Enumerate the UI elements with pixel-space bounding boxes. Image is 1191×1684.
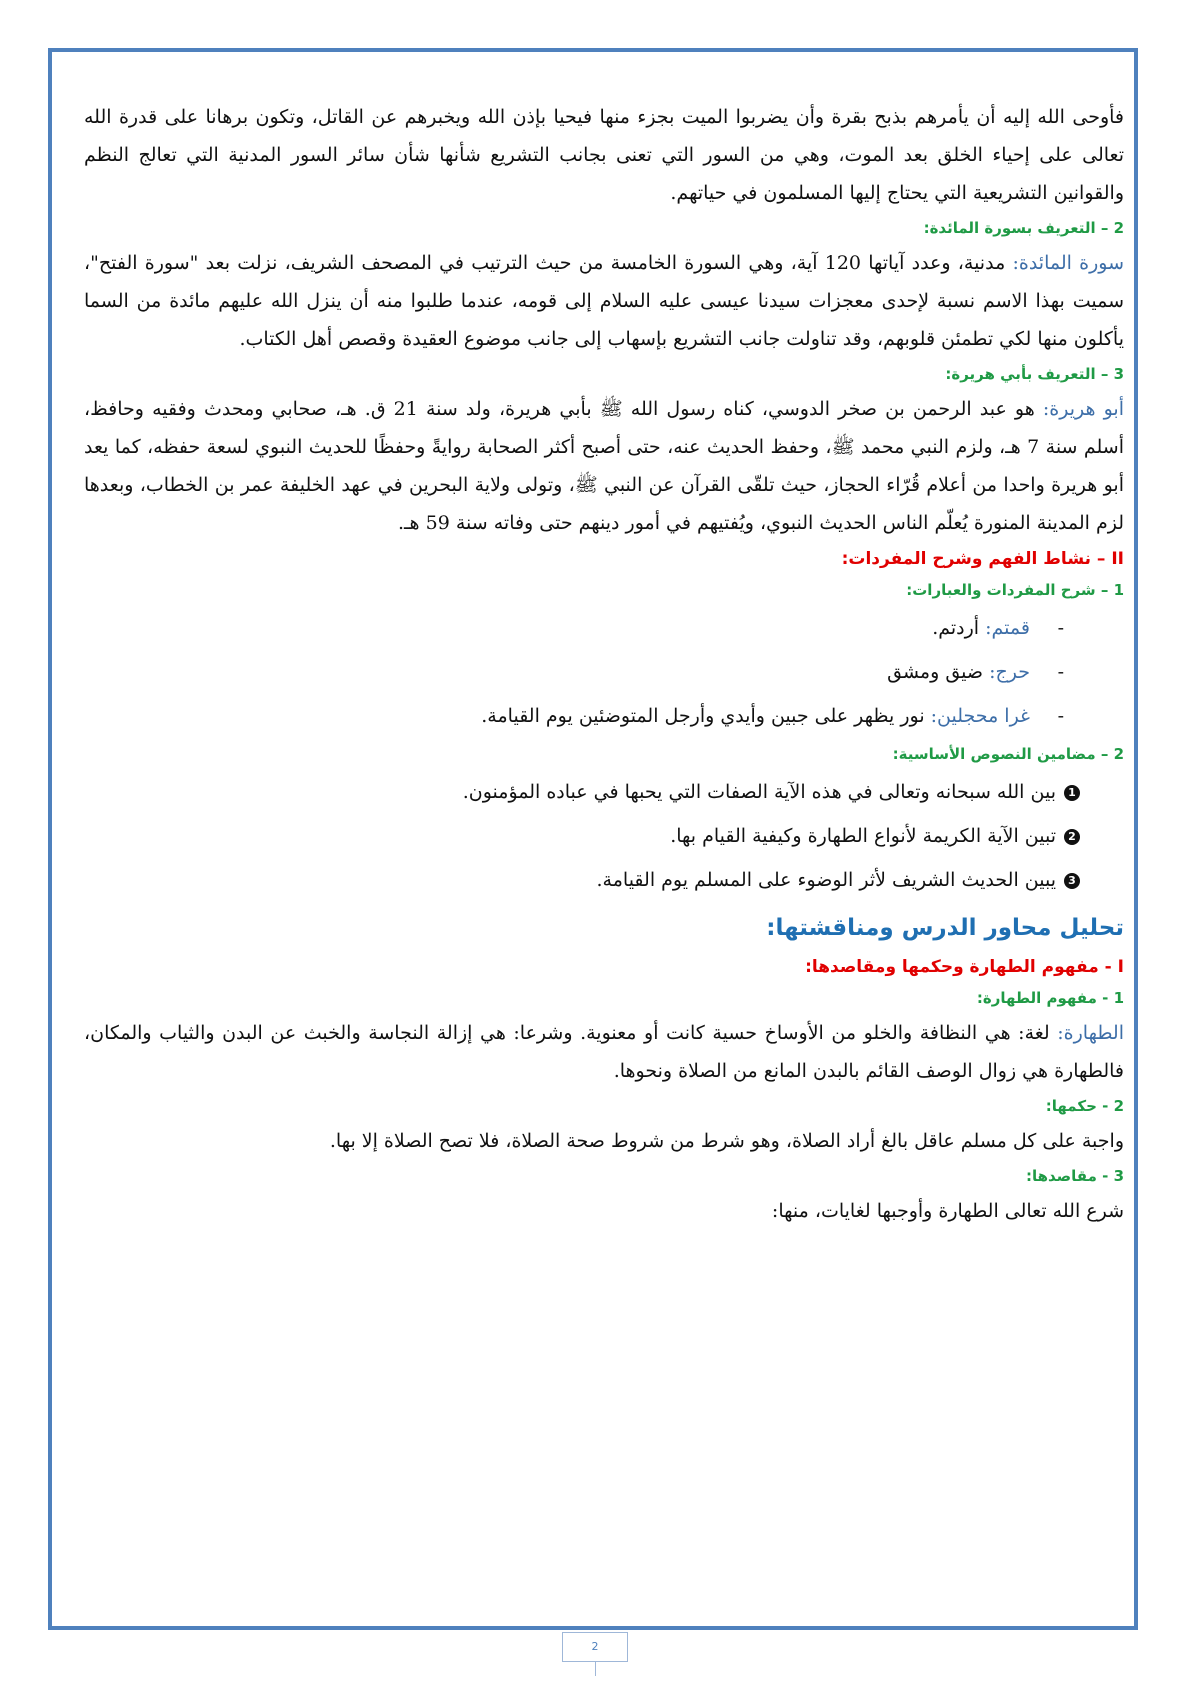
abu-hurayra-heading: 3 – التعريف بأبي هريرة: xyxy=(945,365,1124,383)
number-circle-icon: 3 xyxy=(1064,873,1080,889)
theme-text: يبين الحديث الشريف لأثر الوضوء على المسلم يوم القيامة. xyxy=(596,869,1056,891)
abu-hurayra-paragraph xyxy=(84,390,1124,542)
vocab-item xyxy=(84,606,1064,650)
theme-item xyxy=(84,814,1080,858)
ruling-paragraph: واجبة على كل مسلم عاقل بالغ أراد الصلاة، وهو شرط من شروط صحة الصلاة، فلا تصح الصلاة إلا بها. xyxy=(329,1130,1124,1152)
vocab-list xyxy=(84,606,1124,738)
theme-item xyxy=(84,858,1080,902)
vocab-def: ضيق ومشق xyxy=(887,661,990,683)
theme-text: تبين الآية الكريمة لأنواع الطهارة وكيفية القيام بها. xyxy=(670,825,1056,847)
maida-term: سورة المائدة: xyxy=(1012,252,1124,274)
dash-marker: - xyxy=(1057,661,1064,683)
number-circle-icon: 2 xyxy=(1064,829,1080,845)
vocab-def: نور يظهر على جبين وأيدي وأرجل المتوضئين يوم القيامة. xyxy=(481,705,931,727)
concept-text: لغة: هي النظافة والخلو من الأوساخ حسية كانت أو معنوية. وشرعا: هي إزالة النجاسة والخبث عن البدن والثياب والمكان، فالطهارة هي زوال الوصف القائم بالبدن المانع من الصلاة ونحوها. xyxy=(84,1022,1124,1082)
themes-list xyxy=(84,770,1124,902)
purposes-paragraph: شرع الله تعالى الطهارة وأوجبها لغايات، منها: xyxy=(771,1200,1124,1222)
section-2-heading: II – نشاط الفهم وشرح المفردات: xyxy=(841,549,1124,569)
concept-paragraph xyxy=(84,1014,1124,1090)
page-number-tick xyxy=(595,1662,596,1676)
concept-term: الطهارة: xyxy=(1057,1022,1124,1044)
dash-marker: - xyxy=(1057,617,1064,639)
vocab-heading: 1 – شرح المفردات والعبارات: xyxy=(906,581,1124,599)
vocab-item xyxy=(84,650,1064,694)
vocab-item xyxy=(84,694,1064,738)
abu-hurayra-term: أبو هريرة: xyxy=(1042,398,1124,420)
theme-item xyxy=(84,770,1080,814)
page-number: 2 xyxy=(562,1632,628,1662)
analysis-subheading: I - مفهوم الطهارة وحكمها ومقاصدها: xyxy=(805,957,1124,977)
analysis-heading: تحليل محاور الدرس ومناقشتها: xyxy=(766,915,1124,941)
theme-text: بين الله سبحانه وتعالى في هذه الآية الصفات التي يحبها في عباده المؤمنون. xyxy=(462,781,1056,803)
vocab-def: أردتم. xyxy=(932,617,986,639)
number-circle-icon: 1 xyxy=(1064,785,1080,801)
abu-hurayra-text: هو عبد الرحمن بن صخر الدوسي، كناه رسول الله ﷺ بأبي هريرة، ولد سنة 21 ق. هـ، صحابي ومحدث وفقيه وحافظ، أسلم سنة 7 هـ، ولزم النبي محمد ﷺ، وحفظ الحديث عنه، حتى أصبح أكثر الصحابة روايةً وحفظًا للحديث النبوي لسعة حفظه، كما يعد أبو هريرة واحدا من أعلام قُرّاء الحجاز، حيث تلقّى القرآن عن النبي ﷺ، وتولى ولاية البحرين في عهد الخليفة عمر بن الخطاب، وبعدها لزم المدينة المنورة يُعلّم الناس الحديث النبوي، ويُفتيهم في أمور دينهم حتى وفاته سنة 59 هـ. xyxy=(84,398,1124,534)
dash-marker: - xyxy=(1057,705,1064,727)
ruling-heading: 2 - حكمها: xyxy=(1045,1097,1124,1115)
vocab-term: غرا محجلين: xyxy=(930,705,1030,727)
document-body xyxy=(84,98,1124,1230)
intro-paragraph: فأوحى الله إليه أن يأمرهم بذبح بقرة وأن يضربوا الميت بجزء منها فيحيا بإذن الله ويخبرهم عن القاتل، وتكون برهانا على قدرة الله تعالى على إحياء الخلق بعد الموت، وهي من السور التي تعنى بجانب التشريع شأنها شأن سائر السور المدنية التي تعالج النظم والقوانين التشريعية التي يحتاج إليها المسلمون في حياتهم. xyxy=(84,106,1124,204)
themes-heading: 2 – مضامين النصوص الأساسية: xyxy=(892,745,1124,763)
maida-heading: 2 – التعريف بسورة المائدة: xyxy=(923,219,1124,237)
purposes-heading: 3 - مقاصدها: xyxy=(1025,1167,1124,1185)
maida-paragraph xyxy=(84,244,1124,358)
vocab-term: قمتم: xyxy=(985,617,1030,639)
concept-heading: 1 - مفهوم الطهارة: xyxy=(976,989,1124,1007)
vocab-term: حرج: xyxy=(989,661,1030,683)
maida-text: مدنية، وعدد آياتها 120 آية، وهي السورة الخامسة من حيث الترتيب في المصحف الشريف، نزلت بعد "سورة الفتح"، سميت بهذا الاسم نسبة لإحدى معجزات سيدنا عيسى عليه السلام إلى قومه، عندما طلبوا منه أن ينزل الله عليهم مائدة من السما يأكلون منها لكي تطمئن قلوبهم، وقد تناولت جانب التشريع بإسهاب إلى جانب موضوع العقيدة وقصص أهل الكتاب. xyxy=(84,252,1124,350)
